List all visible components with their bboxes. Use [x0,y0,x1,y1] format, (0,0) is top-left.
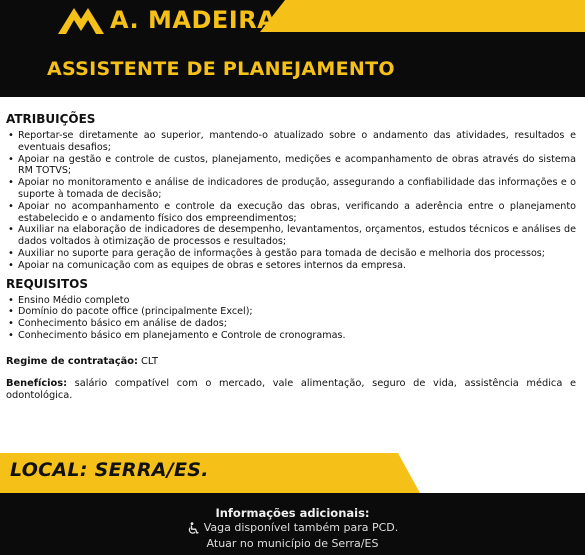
list-item: • Apoiar na comunicação com as equipes de obras e setores internos da empresa. [18,260,576,272]
wheelchair-icon [187,522,200,535]
job-description [6,112,576,402]
list-item: • Auxiliar na elaboração de indicadores de desempenho, levantamentos, orçamentos, estudos técnicos e análises de dados voltados à otimização de processos e resultados; [18,224,576,248]
logo-chevron-icon [58,6,104,34]
beneficios-label: Benefícios: [6,377,67,389]
requisitos-title: REQUISITOS [6,276,88,291]
beneficios-line [6,378,576,402]
footer-title: Informações adicionais: [215,506,370,520]
regime-value: CLT [141,355,158,367]
list-item: • Apoiar no acompanhamento e controle da execução das obras, verificando a aderência entre o planejamento estabelecido e o andamento físico dos empreendimentos; [18,201,576,225]
list-item: • Conhecimento básico em planejamento e Controle de cronogramas. [18,330,576,342]
regime-label: Regime de contratação: [6,355,138,367]
local-title: LOCAL: SERRA/ES. [10,459,209,481]
list-item: • Conhecimento básico em análise de dados; [18,318,576,330]
requisitos-list [6,295,576,342]
footer [0,493,585,555]
pcd-text: Vaga disponível também para PCD. [203,521,399,534]
list-item: • Reportar-se diretamente ao superior, mantendo-o atualizado sobre o andamento das atividades, resultados e eventuais desafios; [18,130,576,154]
atribuicoes-list [6,130,576,272]
list-item: • Auxiliar no suporte para geração de informações à gestão para tomada de decisão e melhoria dos processos; [18,248,576,260]
job-title: ASSISTENTE DE PLANEJAMENTO [47,58,395,80]
list-item: • Apoiar na gestão e controle de custos, planejamento, medições e acompanhamento de obras através do sistema RM TOTVS; [18,154,576,178]
footer-location: Atuar no município de Serra/ES [206,537,379,550]
list-item: • Domínio do pacote office (principalmente Excel); [18,306,576,318]
beneficios-value: salário compatível com o mercado, vale alimentação, seguro de vida, assistência médica e odontológica. [6,377,576,401]
brand-name: A. MADEIRA [110,6,277,34]
header-banner [0,0,585,97]
atribuicoes-title: ATRIBUIÇÕES [6,112,96,126]
regime-line [6,356,576,368]
list-item: • Ensino Médio completo [18,295,576,307]
pcd-line [0,521,585,535]
list-item: • Apoiar no monitoramento e análise de indicadores de produção, assegurando a confiabilidade das informações e o suporte à tomada de decisão; [18,177,576,201]
